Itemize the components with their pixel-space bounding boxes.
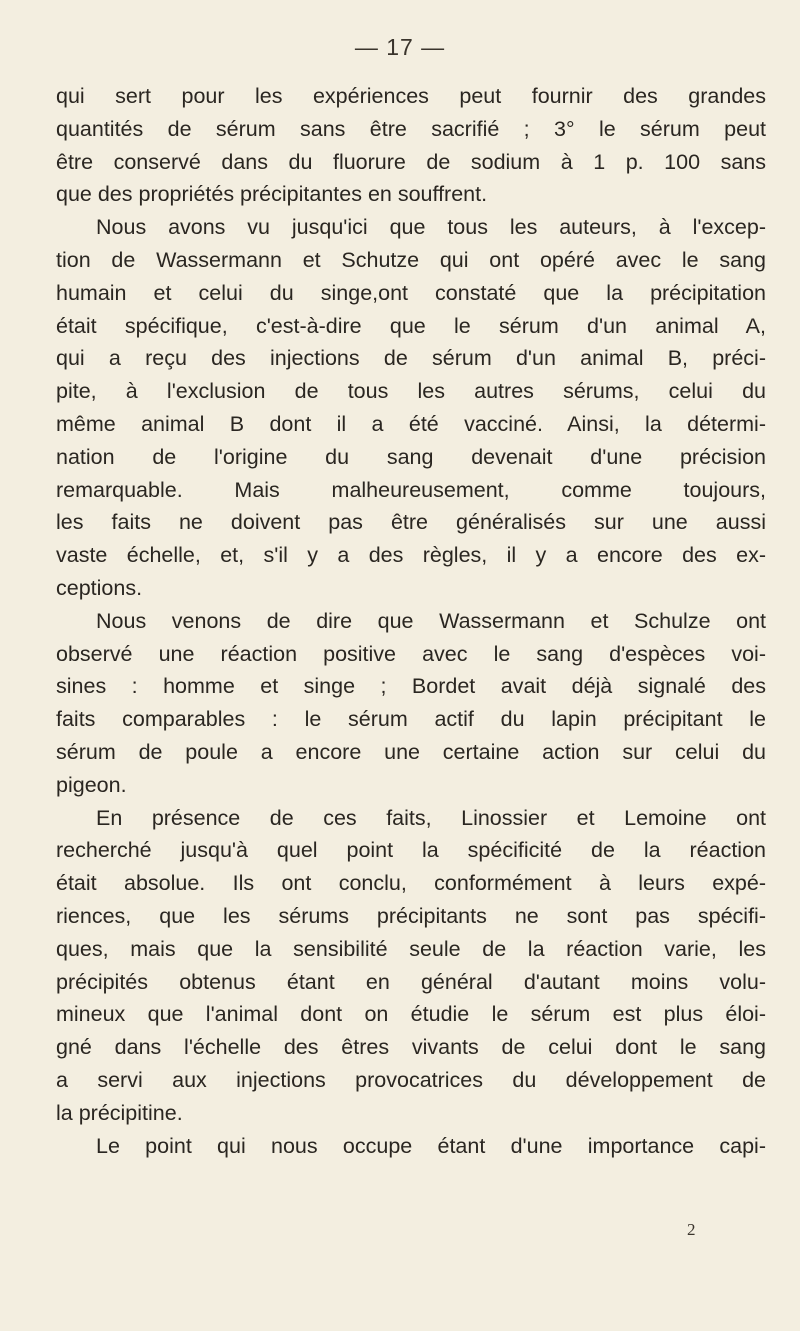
signature-mark: 2 [687,1220,696,1239]
text-line: que des propriétés précipitantes en souffrent. [56,182,488,207]
text-line: sines : homme et singe ; Bordet avait déjà signalé des [56,674,766,699]
text-line: gné dans l'échelle des êtres vivants de celui dont le sang [56,1035,766,1060]
text-line: pigeon. [56,772,127,797]
text-line: sérum de poule a encore une certaine action sur celui du [56,739,766,764]
text-line: observé une réaction positive avec le sang d'espèces voi- [56,641,766,666]
body-text [56,80,766,1162]
text-line: riences, que les sérums précipitants ne sont pas spécifi- [56,903,766,928]
text-line: humain et celui du singe,ont constaté que la précipitation [56,280,766,305]
text-line: quantités de sérum sans être sacrifié ; 3° le sérum peut [56,116,766,141]
text-line: Le point qui nous occupe étant d'une importance capi- [96,1133,766,1158]
text-line: Nous avons vu jusqu'ici que tous les auteurs, à l'excep- [96,215,766,240]
text-line: les faits ne doivent pas être généralisés sur une aussi [56,510,766,535]
text-line: qui sert pour les expériences peut fournir des grandes [56,84,766,108]
text-line: était absolue. Ils ont conclu, conformément à leurs expé- [56,871,766,896]
text-line: Nous venons de dire que Wassermann et Schulze ont [96,608,766,633]
text-line: même animal B dont il a été vacciné. Ainsi, la détermi- [56,411,766,436]
text-line: qui a reçu des injections de sérum d'un animal B, préci- [56,346,766,371]
text-line: la précipitine. [56,1100,183,1125]
text-line: vaste échelle, et, s'il y a des règles, il y a encore des ex- [56,543,766,568]
text-line: En présence de ces faits, Linossier et Lemoine ont [96,805,766,830]
text-line: a servi aux injections provocatrices du développement de [56,1067,766,1092]
text-line: nation de l'origine du sang devenait d'une précision [56,444,766,469]
text-line: mineux que l'animal dont on étudie le sérum est plus éloi- [56,1002,766,1027]
text-line: tion de Wassermann et Schutze qui ont opéré avec le sang [56,247,766,272]
text-line: faits comparables : le sérum actif du lapin précipitant le [56,707,766,732]
text-line: être conservé dans du fluorure de sodium à 1 p. 100 sans [56,149,766,174]
text-line: précipités obtenus étant en général d'autant moins volu- [56,969,766,994]
text-line: ques, mais que la sensibilité seule de la réaction varie, les [56,936,766,961]
text-line: ceptions. [56,575,143,600]
text-line: recherché jusqu'à quel point la spécificité de la réaction [56,838,766,863]
text-line: pite, à l'exclusion de tous les autres sérums, celui du [56,379,766,404]
text-line: remarquable. Mais malheureusement, comme toujours, [56,477,766,502]
text-line: était spécifique, c'est-à-dire que le sérum d'un animal A, [56,313,766,338]
page-number: — 17 — [354,34,446,60]
